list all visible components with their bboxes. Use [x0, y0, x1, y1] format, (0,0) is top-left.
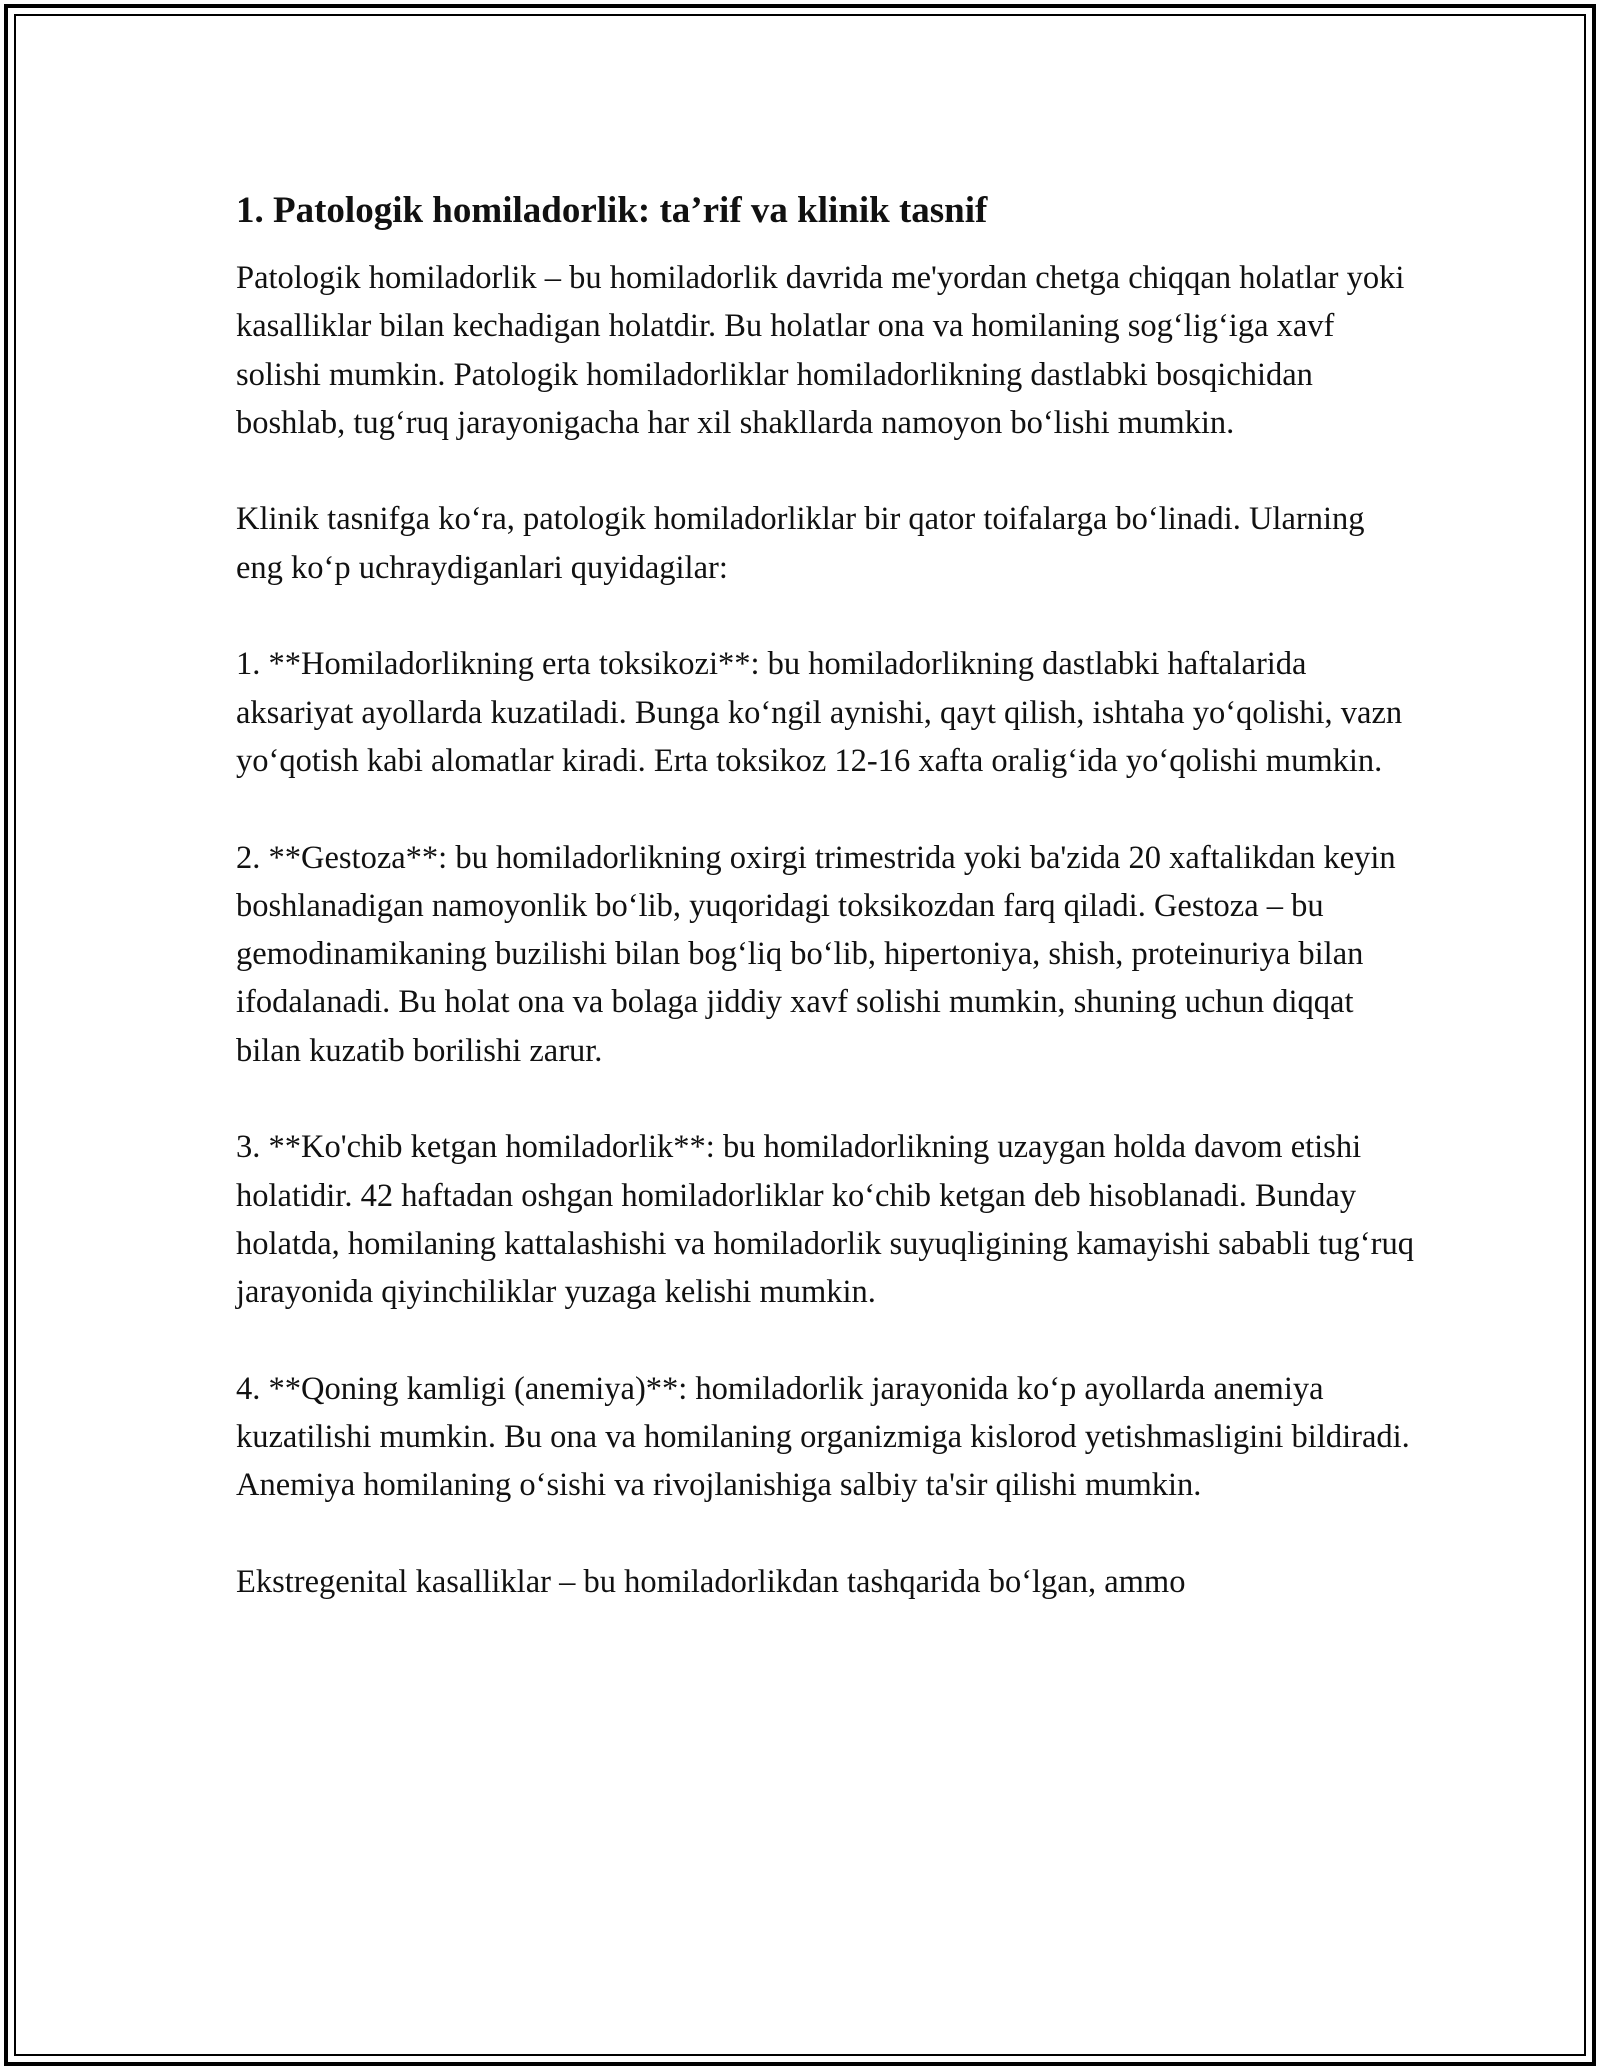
paragraph-classification-intro: Klinik tasnifga ko‘ra, patologik homiladorliklar bir qator toifalarga bo‘linadi. Ularning eng ko‘p uchraydiganlari quyidagilar: [236, 501, 1365, 586]
paragraph-definition: Patologik homiladorlik – bu homiladorlik davrida me'yordan chetga chiqqan holatlar yoki kasalliklar bilan kechadigan holatdir. Bu holatlar ona va homilaning sog‘lig‘iga xavf solishi mumkin. Patologik homiladorliklar homiladorlikning dastlabki bosqichidan boshlab, tug‘ruq jarayonigacha har xil shakllarda namoyon bo‘lishi mumkin. [236, 260, 1405, 441]
paragraph-item-post-term: 3. **Ko'chib ketgan homiladorlik**: bu homiladorlikning uzaygan holda davom etishi holatidir. 42 haftadan oshgan homiladorliklar ko‘chib ketgan deb hisoblanadi. Bunday holatda, homilaning kattalashishi va homiladorlik suyuqligining kamayishi sababli tug‘ruq jarayonida qiyinchiliklar yuzaga kelishi mumkin. [236, 1129, 1414, 1311]
document-body [236, 186, 1416, 1655]
paragraph-item-anemia: 4. **Qoning kamligi (anemiya)**: homiladorlik jarayonida ko‘p ayollarda anemiya kuzatilishi mumkin. Bu ona va homilaning organizmiga kislorod yetishmasligini bildiradi. Anemiya homilaning o‘sishi va rivojlanishiga salbiy ta'sir qilishi mumkin. [236, 1370, 1410, 1504]
paragraph-extragenital: Ekstregenital kasalliklar – bu homiladorlikdan tashqarida bo‘lgan, ammo [236, 1564, 1186, 1601]
paragraph-item-gestosis: 2. **Gestoza**: bu homiladorlikning oxirgi trimestrida yoki ba'zida 20 xaftalikdan keyin boshlanadigan namoyonlik bo‘lib, yuqoridagi toksikozdan farq qiladi. Gestoza – bu gemodinamikaning buzilishi bilan bog‘liq bo‘lib, hipertoniya, shish, proteinuriya bilan ifodalanadi. Bu holat ona va bolaga jiddiy xavf solishi mumkin, shuning uchun diqqat bilan kuzatib borilishi zarur. [236, 839, 1396, 1069]
section-heading: 1. Patologik homiladorlik: ta’rif va klinik tasnif [236, 190, 988, 231]
paragraph-item-early-toxicosis: 1. **Homiladorlikning erta toksikozi**: bu homiladorlikning dastlabki haftalarida aksariyat ayollarda kuzatiladi. Bunga ko‘ngil aynishi, qayt qilish, ishtaha yo‘qolishi, vazn yo‘qotish kabi alomatlar kiradi. Erta toksikoz 12-16 xafta oralig‘ida yo‘qolishi mumkin. [236, 646, 1403, 779]
